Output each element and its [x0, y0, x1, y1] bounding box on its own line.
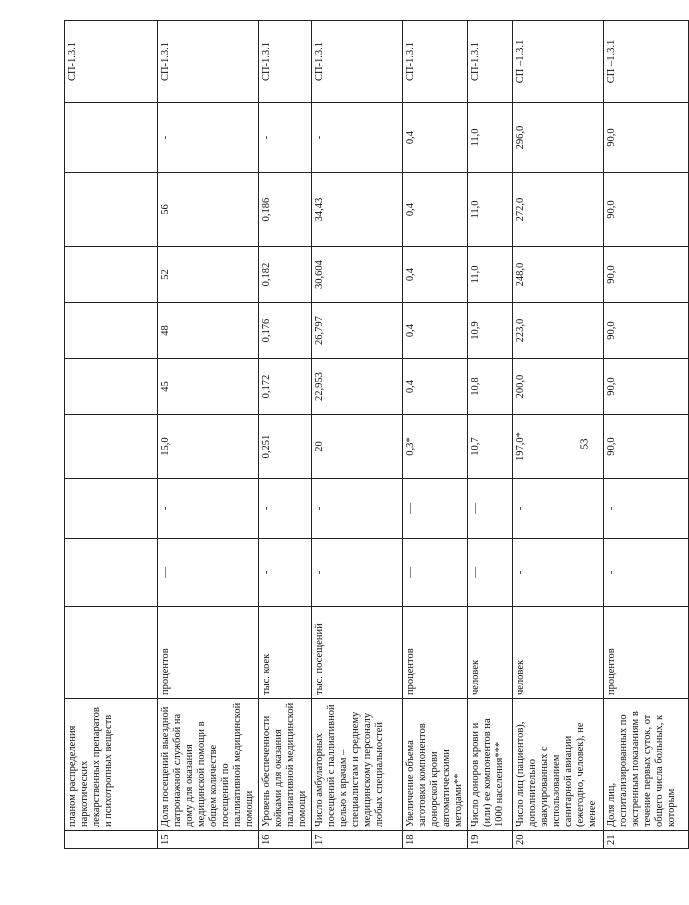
indicator-cell: планом распределения наркотических лекарственных препаратов и психотропных веществ	[65, 699, 158, 831]
value-cell: -	[312, 539, 403, 607]
value-cell: —	[403, 479, 468, 539]
value-cell: 22,953	[312, 359, 403, 415]
row-number: 16	[259, 831, 312, 849]
unit-cell: человек	[468, 607, 513, 699]
value-cell: -	[604, 539, 689, 607]
row-number: 20	[513, 831, 604, 849]
row-number: 19	[468, 831, 513, 849]
unit-cell	[65, 607, 158, 699]
value-cell: -	[312, 479, 403, 539]
value-cell: 0,4	[403, 303, 468, 359]
value-cell: 15,0	[158, 415, 259, 479]
source-cell: СП-1.3.1	[403, 21, 468, 103]
value-cell	[65, 415, 158, 479]
value-cell: -	[513, 539, 604, 607]
unit-cell: процентов	[158, 607, 259, 699]
source-cell: СП-1.3.1	[468, 21, 513, 103]
value-cell: 11,0	[468, 173, 513, 247]
value-cell: 197,0*	[513, 415, 604, 479]
value-cell: 26,797	[312, 303, 403, 359]
source-cell: СП –1.3.1	[513, 21, 604, 103]
value-cell: —	[468, 479, 513, 539]
value-cell: 11,0	[468, 103, 513, 173]
value-cell: 20	[312, 415, 403, 479]
source-cell: СП-1.3.1	[158, 21, 259, 103]
indicators-table	[64, 20, 689, 849]
value-cell: 48	[158, 303, 259, 359]
value-cell: 0,251	[259, 415, 312, 479]
table-row	[513, 21, 604, 849]
value-cell: 90,0	[604, 359, 689, 415]
value-cell: 0,4	[403, 173, 468, 247]
value-cell: 10,9	[468, 303, 513, 359]
value-cell: 34,43	[312, 173, 403, 247]
indicator-cell: Уровень обеспеченности койками для оказания паллиативной медицинской помощи	[259, 699, 312, 831]
value-cell: 10,8	[468, 359, 513, 415]
value-cell: 90,0	[604, 103, 689, 173]
table-row	[604, 21, 689, 849]
value-cell: -	[259, 103, 312, 173]
value-cell: 90,0	[604, 173, 689, 247]
value-cell: -	[158, 103, 259, 173]
source-cell: СП-1.3.1	[259, 21, 312, 103]
value-cell: 56	[158, 173, 259, 247]
table-row	[468, 21, 513, 849]
value-cell: 45	[158, 359, 259, 415]
indicator-cell: Увеличение объема заготовки компонентов донорской крови автоматическими методами**	[403, 699, 468, 831]
value-cell	[65, 173, 158, 247]
source-cell: СП-1.3.1	[65, 21, 158, 103]
value-cell: -	[513, 479, 604, 539]
value-cell: 0,186	[259, 173, 312, 247]
value-cell	[65, 479, 158, 539]
value-cell: 200,0	[513, 359, 604, 415]
value-cell: 0,4	[403, 247, 468, 303]
value-cell	[65, 303, 158, 359]
value-cell	[65, 247, 158, 303]
row-number: 18	[403, 831, 468, 849]
indicator-cell: Число доноров крови и (или) ее компонентов на 1000 населения***	[468, 699, 513, 831]
page-number: 53	[578, 438, 591, 450]
value-cell: 90,0	[604, 247, 689, 303]
value-cell: -	[604, 479, 689, 539]
indicator-cell: Число лиц (пациентов), дополнительно эвакуированных с использованием санитарной авиации (ежегодно, человек), не менее	[513, 699, 604, 831]
value-cell: -	[312, 103, 403, 173]
value-cell: -	[259, 539, 312, 607]
value-cell: 11,0	[468, 247, 513, 303]
unit-cell: человек	[513, 607, 604, 699]
value-cell	[65, 103, 158, 173]
source-cell: СП-1.3.1	[312, 21, 403, 103]
table-row	[403, 21, 468, 849]
value-cell: 0,182	[259, 247, 312, 303]
value-cell: 296,0	[513, 103, 604, 173]
value-cell: —	[468, 539, 513, 607]
row-number: 21	[604, 831, 689, 849]
value-cell: 223,0	[513, 303, 604, 359]
value-cell: 0,4	[403, 359, 468, 415]
value-cell: 0,4	[403, 103, 468, 173]
value-cell	[65, 539, 158, 607]
value-cell	[65, 359, 158, 415]
value-cell: 0,3*	[403, 415, 468, 479]
unit-cell: процентов	[403, 607, 468, 699]
value-cell: —	[403, 539, 468, 607]
indicator-cell: Доля лиц, госпитализированных по экстренным показаниям в течение первых суток, от общего числа больных, к которым	[604, 699, 689, 831]
value-cell: 90,0	[604, 303, 689, 359]
row-number: 17	[312, 831, 403, 849]
value-cell: -	[158, 479, 259, 539]
value-cell: 52	[158, 247, 259, 303]
unit-cell: процентов	[604, 607, 689, 699]
value-cell: —	[158, 539, 259, 607]
row-number	[65, 831, 158, 849]
indicator-cell: Доля посещений выездной патронажной службой на дому для оказания медицинской помощи в общем количестве посещений по паллиативной медицинской помощи	[158, 699, 259, 831]
source-cell: СП –1.3.1	[604, 21, 689, 103]
value-cell: 272,0	[513, 173, 604, 247]
value-cell: 0,176	[259, 303, 312, 359]
table-row	[158, 21, 259, 849]
value-cell: 0,172	[259, 359, 312, 415]
value-cell: 248,0	[513, 247, 604, 303]
table-row	[259, 21, 312, 849]
indicator-cell: Число амбулаторных посещений с паллиативной целью к врачам – специалистам и среднему медицинскому персоналу любых специальностей	[312, 699, 403, 831]
value-cell: 10,7	[468, 415, 513, 479]
unit-cell: тыс. коек	[259, 607, 312, 699]
table-row	[65, 21, 158, 849]
unit-cell: тыс. посещений	[312, 607, 403, 699]
row-number: 15	[158, 831, 259, 849]
value-cell: 30,604	[312, 247, 403, 303]
value-cell: 90,0	[604, 415, 689, 479]
table-row	[312, 21, 403, 849]
value-cell: -	[259, 479, 312, 539]
